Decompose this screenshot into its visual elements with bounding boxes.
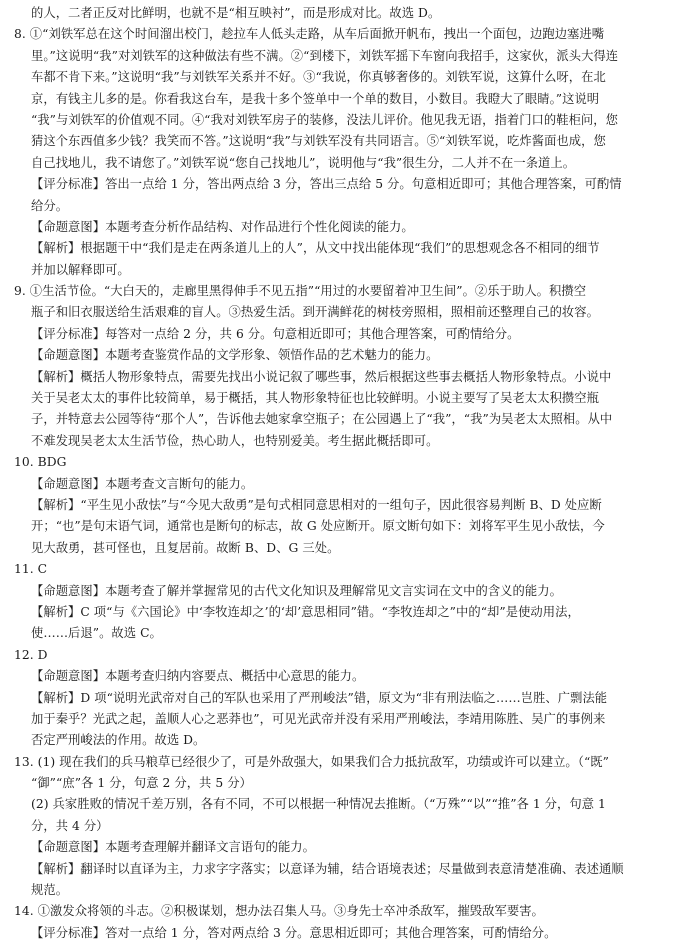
text-line: 自己找地儿，我不请您了。”刘铁军说“您自己找地儿”，说明他与“我”很生分，二人并不在一条道上。 (31, 155, 576, 170)
text-line: 见大敌勇，甚可怪也，且复居前。故断 B、D、G 三处。 (31, 540, 340, 555)
text-line: 并加以解释即可。 (31, 262, 130, 277)
text-line: 里。”这说明“我”对刘铁军的这种做法有些不满。②“到楼下，刘铁军摇下车窗向我招手，这家伙，派头大得连 (31, 48, 619, 63)
text-line: 瓶子和旧衣服送给生活艰难的盲人。③热爱生活。到开满鲜花的树枝旁照相，照相前还整理自己的妆容。 (31, 305, 599, 320)
text-line: 否定严刑峻法的作用。故选 D。 (31, 733, 206, 748)
text-line: 【解析】C 项“与《六国论》中‘李牧连却之’的‘却’意思相同”错。“李牧连却之”中的“却”是使动用法， (31, 604, 580, 619)
text-line: 使……后退”。故选 C。 (31, 626, 162, 641)
text-line: 【解析】“平生见小敌怯”与“今见大敌勇”是句式相同意思相对的一组句子，因此很容易判断 B、D 处应断 (31, 497, 602, 512)
text-line: 9. ①生活节俭。“大白天的，走廊里黑得伸手不见五指”“用过的水要留着冲卫生间”。②乐于助人。积攒空 (14, 284, 587, 299)
text-line: 加于秦乎？光武之起，盖顺人心之恶莽也”，可见光武帝并没有采用严刑峻法，李靖用陈胜、吴广的事例来 (31, 711, 606, 726)
text-line: 规范。 (31, 883, 69, 898)
text-line: (2) 兵家胜败的情况千差万别，各有不同，不可以根据一种情况去推断。（“万殊”“以”“推”各 1 分，句意 1 (31, 797, 606, 812)
text-line: 【命题意图】本题考查文言断句的能力。 (31, 476, 254, 491)
text-line: 【解析】D 项“说明光武帝对自己的军队也采用了严刑峻法”错，原文为“非有刑法临之……岂胜、广剽法能 (31, 690, 608, 705)
text-line: 【解析】根据题干中“我们是走在两条道儿上的人”，从文中找出能体现“我们”的思想观念各不相同的细节 (31, 241, 600, 256)
text-line: 【命题意图】本题考查归纳内容要点、概括中心意思的能力。 (31, 669, 365, 684)
text-line: 的人，二者正反对比鲜明，也就不是“相互映衬”，而是形成对比。故选 D。 (31, 6, 441, 20)
text-line: 10. BDG (14, 455, 67, 470)
text-line: “御”“庶”各 1 分，句意 2 分，共 5 分） (31, 776, 252, 791)
text-line: 子，并特意去公园等待“那个人”，告诉他去她家拿空瓶子；在公园遇上了“我”，“我”为吴老太太照相。从中 (31, 412, 613, 427)
text-line: 开；“也”是句末语气词，通常也是断句的标志，故 G 处应断开。原文断句如下：刘将军平生见小敌怯，今 (31, 519, 605, 534)
text-line: 【评分标准】答对一点给 1 分，答对两点给 3 分。意思相近即可；其他合理答案，可酌情给分。 (31, 925, 557, 940)
text-line: 8. ①“刘铁军总在这个时间溜出校门，趁拉车人低头走路，从车后面掀开帆布，拽出一个面包，边跑边塞进嘴 (14, 27, 605, 42)
text-line: 14. ①激发众将领的斗志。②积极谋划，想办法召集人马。③身先士卒冲杀敌军，摧毁敌军要害。 (14, 904, 544, 919)
text-line: 分，共 4 分） (31, 818, 109, 833)
text-line: “我”与刘铁军的价值观不同。④“我对刘铁军房子的装修，没法儿评价。他见我无语，指着门口的鞋柜问，您 (31, 112, 618, 127)
text-line: 不难发现吴老太太生活节俭，热心助人，也特别爱美。考生据此概括即可。 (31, 433, 439, 448)
text-line: 【命题意图】本题考查鉴赏作品的文学形象、领悟作品的艺术魅力的能力。 (31, 348, 439, 363)
text-line: 【评分标准】每答对一点给 2 分，共 6 分。句意相近即可；其他合理答案，可酌情给分。 (31, 326, 520, 341)
text-line: 给分。 (31, 198, 69, 213)
text-line: 11. C (14, 562, 48, 577)
text-line: 【命题意图】本题考查了解并掌握常见的古代文化知识及理解常见文言实词在文中的含义的能力。 (31, 583, 562, 598)
text-line: 京，有钱主儿多的是。你看我这台车，是我十多个签单中一个单的数目，小数目。我瞪大了眼睛。”这说明 (31, 91, 600, 106)
text-line: 12. D (14, 647, 48, 662)
text-line: 车都不肯下来。”这说明“我”与刘铁军关系并不好。③“我说，你真够奢侈的。刘铁军说，这算什么呀，在北 (31, 70, 606, 85)
text-line: 猜这个东西值多少钱？我笑而不答。”这说明“我”与刘铁军没有共同语言。⑤“刘铁军说，吃炸酱面也成，您 (31, 134, 606, 149)
text-line: 【解析】翻译时以直译为主，力求字字落实；以意译为辅，结合语境表述；尽量做到表意清楚准确、表述通顺 (31, 861, 624, 876)
text-line: 【评分标准】答出一点给 1 分，答出两点给 3 分，答出三点给 5 分。句意相近即可；其他合理答案，可酌情 (31, 177, 622, 192)
text-line: 【解析】概括人物形象特点，需要先找出小说记叙了哪些事，然后根据这些事去概括人物形象特点。小说中 (31, 369, 612, 384)
text-line: 关于吴老太太的事件比较简单，易于概括，其人物形象特征也比较鲜明。小说主要写了吴老太太积攒空瓶 (31, 391, 599, 406)
text-line: 【命题意图】本题考查分析作品结构、对作品进行个性化阅读的能力。 (31, 219, 414, 234)
text-line: 13. (1) 现在我们的兵马粮草已经很少了，可是外敌强大，如果我们合力抵抗敌军，功绩或许可以建立。（“既” (14, 754, 609, 769)
text-line: 【命题意图】本题考查理解并翻译文言语句的能力。 (31, 840, 315, 855)
